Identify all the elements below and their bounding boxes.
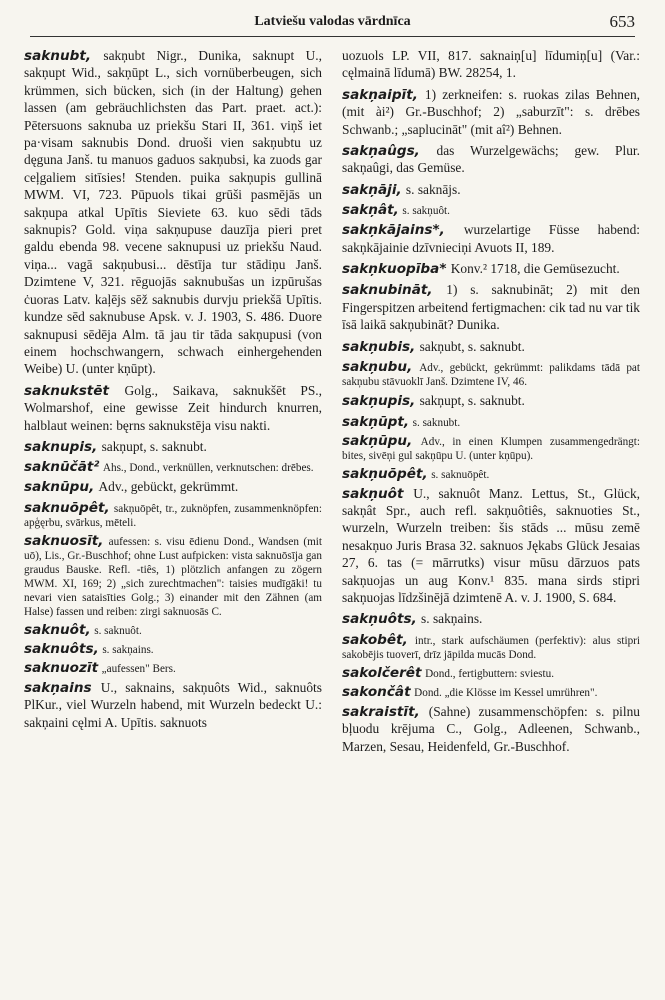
dictionary-entry	[342, 611, 640, 628]
dictionary-entry	[342, 48, 640, 83]
dictionary-entry	[342, 467, 640, 482]
entry-definition: sakņubt Nigr., Dunika, saknupt U., sakņupt Wid., sakņūpt L., sich vornüberbeugen, sich krümmen, sich bücken, sich (in der Haltung) gehen lassen (am gebräuchlichsten das Part. praet. act.): Pētersuons saknuba uz priekšu Stari II, 361. viņš iet pa·visam saknubis Dond. druoši vien sakņubtu uz dęguna Janš. tu manuos gaduos sakņubsi, ka zuods gar ceļgaliem sitīsies! Stenden. puika sakņupis gullinā MWM. VI, 723. Pūpuols tikai grūši pasmējās un sakņupa atkal Upītis Sieviete 63. kuo sēdi tāds saknupis? Gold. viņa sakņupuse dauzīja pieri pret galdu ebenda 98. vecene saknupusi uz priekšu Naud. viņa... vagā sakņubusi... dēstīja tur stādiņu Janš. Dzimtene V, 321. rēguojās saknubušas un izpūrušas ċuoras Latv. kaļējs sēž saknubis durvju priekšā Upītis. kundze sēd saknubuse Apsk. v. J. 1903, S. 486. Duore saknupusi sēdēja Alm. tā jau tir tāda sakņupusi (von einem hochschwangern, schwach einhergehenden Weibe) U. (unter kņūpt).	[24, 48, 322, 377]
entry-headword: sakņūpt,	[342, 413, 410, 430]
entry-headword: sakņkuopība*	[342, 261, 447, 278]
dictionary-entry	[342, 203, 640, 218]
entry-definition: U., saknuôt Manz. Lettus, St., Glück, sakņât Spr., auch refl. sakņuôtiês, saknuoties St., wurzeln, Wurzeln treiben: šis stāds ... mūsu zemē nesakņuo Juris Brasa 32. saknuos Jękabs Glück Jesaias 27, 6. tas (= mārrutks) visur mūsu dārzuos pats sakņuojas un aug Konv.¹ 835. mana sirds stipri sakņuojas līdzšinējā dzimtenē A. v. J. 1900, S. 684.	[342, 485, 640, 605]
entry-definition: sakņuōpêt, tr., zuknöpfen, zusammenknöpfen: apģęrbu, svārkus, mēteli.	[24, 502, 322, 529]
dictionary-entry	[342, 360, 640, 389]
entry-headword: saknuosīt,	[24, 532, 104, 549]
entry-headword: sakņupis,	[342, 393, 416, 410]
entry-headword: sakņuôts,	[342, 611, 417, 628]
dictionary-entry	[24, 661, 322, 676]
dictionary-entry	[342, 222, 640, 257]
entry-headword: sakņuôt	[342, 485, 404, 502]
entry-headword: saknupis,	[24, 438, 98, 455]
entry-definition: sakņubt, s. saknubt.	[419, 338, 525, 354]
entry-headword: saknuozīt	[24, 659, 99, 676]
entry-definition: s. saknuôt.	[94, 624, 142, 637]
dictionary-entry	[342, 486, 640, 608]
entry-definition: Ahs., Dond., verknüllen, verknutschen: drēbes.	[102, 462, 314, 475]
entry-definition: wurzelartige Füsse habend: sakņkājainie dzīvnieciņi Avuots II, 189.	[342, 222, 640, 255]
entry-definition: 1) zerkneifen: s. ruokas zilas Behnen, (mit ài²) Gr.-Buschhof; 2) „saburzīt": s. drēbes Schwanb.; „saplucināt" (mit aî²) Behnen.	[342, 86, 640, 137]
entry-definition: s. sakņains.	[102, 643, 154, 656]
entry-definition: (Sahne) zusammenschöpfen: s. pilnu bļuodu krējuma C., Golg., Adleenen, Schwanb., Marzen, Sesau, Heidenfeld, Gr.-Buschhof.	[342, 703, 640, 754]
dictionary-entry	[24, 479, 322, 496]
entry-definition: aufessen: s. visu ēdienu Dond., Wandsen (mit uō), Lis., Gr.-Buschhof; ohne Lust aufpicken: vista saknuōsīja gan graudus Bauske. Refl. -tiês, 1) plötzlich anfangen zu zögern MWM. XI, 169; 2) „sich zurechtmachen": taisies mudīgāki! tu nevari vien sataisīties Golg.; 3) einander mit den Zähnen (am Halse) fassen und reiben: zirgi saknuosās C.	[24, 535, 322, 618]
entry-headword: sakņuōpêt,	[342, 465, 428, 482]
entry-headword: saknūčāt²	[24, 459, 100, 476]
entry-definition: s. sakņains.	[421, 611, 483, 627]
dictionary-entry	[342, 666, 640, 681]
entry-headword: sakņaûgs,	[342, 143, 420, 160]
entry-headword: saknuôts,	[24, 640, 99, 657]
entry-definition: Dond. „die Klösse im Kessel umrühren".	[414, 686, 598, 699]
dictionary-entry	[24, 534, 322, 619]
entry-definition: intr., stark aufschäumen (perfektiv): alus stipri sakobējis tuoverī, drīz jāpilda mucās Dond.	[342, 634, 640, 661]
entry-headword: sakončât	[342, 683, 411, 700]
entry-definition: 1) s. saknubināt; 2) mit den Fingerspitzen arbeitend fertigmachen: cik tad nu var tik īsā laikā sakņubināt? Dunika.	[342, 282, 640, 333]
entry-headword: sakņāji,	[342, 181, 402, 198]
entry-headword: sakobêt,	[342, 631, 408, 648]
dictionary-entry	[342, 633, 640, 662]
dictionary-entry	[342, 182, 640, 199]
entry-headword: saknukstēt	[24, 382, 110, 399]
entry-definition: U., saknains, sakņuôts Wid., saknuôts PlKur., viel Wurzeln habend, mit Wurzeln bedeckt U.: sakņaini cęlmi A. Upītis. saknuots	[24, 679, 322, 730]
dictionary-entry	[342, 415, 640, 430]
entry-headword: saknubt,	[24, 48, 92, 64]
dictionary-entry	[342, 704, 640, 756]
page-header	[30, 8, 635, 37]
dictionary-entry	[24, 680, 322, 732]
entry-definition: Adv., in einen Klumpen zusammengedrängt: bites, sivēņi gul sakņūpu U. (unter kņūpu).	[342, 435, 640, 462]
dictionary-entry	[342, 261, 640, 278]
entry-definition: das Wurzelgewächs; gew. Plur. sakņaûgi, das Gemüse.	[342, 143, 640, 176]
entry-definition: Adv., gebückt, gekrümmt: palikdams tādā pat sakņubu stāvuoklī Janš. Dzimtene IV, 46.	[342, 362, 640, 389]
entry-definition: Adv., gebückt, gekrümmt.	[98, 479, 239, 495]
entry-headword: sakolčerêt	[342, 664, 422, 681]
dictionary-entry	[24, 642, 322, 657]
entry-headword: saknuôt,	[24, 621, 91, 638]
dictionary-entry	[342, 87, 640, 139]
left-column	[24, 48, 322, 993]
entry-headword: sakņaipīt,	[342, 86, 418, 103]
dictionary-entry	[24, 460, 322, 475]
dictionary-entry	[24, 48, 322, 379]
dictionary-entry	[342, 339, 640, 356]
entry-headword: sakņubis,	[342, 338, 416, 355]
dictionary-entry	[342, 393, 640, 410]
entry-headword: sakņkājains*,	[342, 222, 445, 239]
entry-definition: s. saknājs.	[405, 181, 461, 197]
entry-definition: sakņupt, s. saknubt.	[101, 438, 207, 454]
running-title: Latviešu valodas vārdnīca	[254, 14, 411, 29]
entry-definition: „aufessen" Bers.	[101, 662, 176, 675]
dictionary-entry	[342, 685, 640, 700]
entry-headword: sakņains	[24, 679, 92, 696]
entry-headword: saknūpu,	[24, 479, 95, 496]
entry-headword: sakņūpu,	[342, 432, 413, 449]
dictionary-entry	[24, 623, 322, 638]
dictionary-entry	[342, 434, 640, 463]
entry-definition: s. saknubt.	[412, 416, 461, 429]
entry-definition: s. sakņuôt.	[402, 205, 450, 218]
entry-headword: sakraistīt,	[342, 703, 420, 720]
entry-definition: sakņupt, s. saknubt.	[419, 393, 525, 409]
right-column	[342, 48, 640, 993]
entry-headword: sakņât,	[342, 202, 399, 219]
entry-definition: Golg., Saikava, saknukšēt PS., Wolmarshof, eine gewisse Zeit hindurch knurren, halblaut weinen: bęrns saknukstēja visu nakti.	[24, 382, 322, 433]
dictionary-entry	[24, 439, 322, 456]
entry-headword: sakņubu,	[342, 359, 413, 376]
entry-definition: Konv.² 1718, die Gemüsezucht.	[450, 261, 620, 277]
dictionary-entry	[24, 501, 322, 530]
entry-definition: s. saknuōpêt.	[431, 468, 490, 481]
entry-headword: saknubināt,	[342, 282, 433, 299]
entry-definition: Dond., fertigbuttern: sviestu.	[425, 667, 555, 680]
dictionary-entry	[342, 282, 640, 334]
entry-definition: uozuols LP. VII, 817. saknaiņ[u] līdumiņ[u] (Var.: cęlmainā līdumā) BW. 28254, 1.	[342, 48, 640, 81]
page-number: 653	[609, 12, 635, 31]
dictionary-entry	[24, 383, 322, 435]
entry-headword: saknuōpêt,	[24, 499, 110, 516]
dictionary-entry	[342, 143, 640, 178]
